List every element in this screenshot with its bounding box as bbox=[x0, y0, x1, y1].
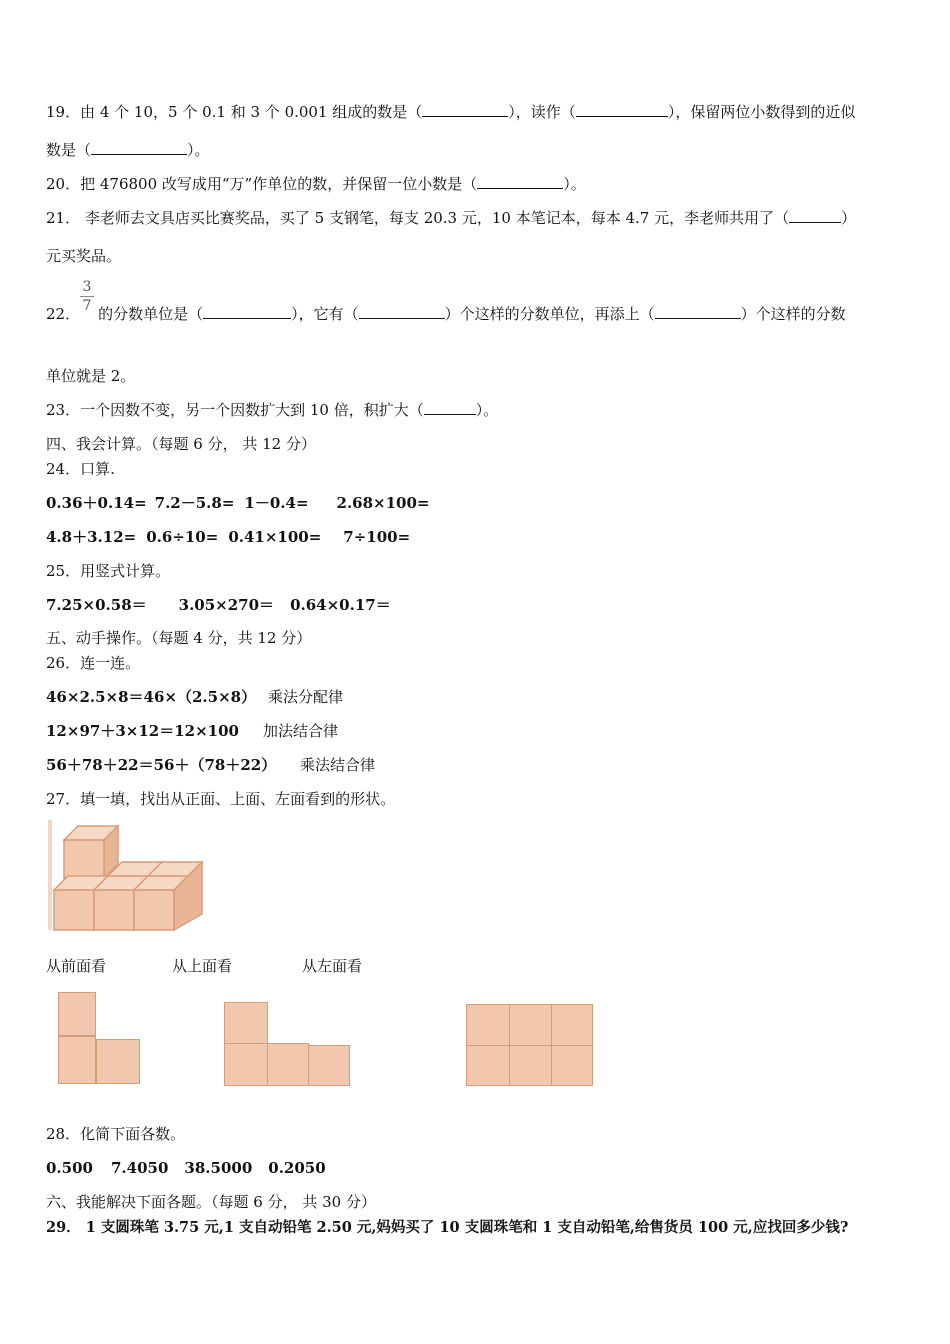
match-row bbox=[46, 755, 276, 775]
question-29: 29． 1 支圆珠笔 3.75 元,1 支自动铅笔 2.50 元,妈妈买了 10 支圆珠笔和 1 支自动铅笔,给售货员 100 元,应找回多少钱? bbox=[46, 1219, 849, 1236]
match-expression[interactable]: 12×97＋3×12＝12×100 bbox=[46, 722, 239, 740]
view-label-front: 从前面看 bbox=[46, 957, 107, 975]
match-row bbox=[46, 721, 239, 741]
top-view-shape bbox=[222, 1000, 352, 1088]
q20-text: ）。 bbox=[563, 175, 586, 193]
number-item: 38.5000 bbox=[184, 1159, 253, 1177]
question-27-title: 27．填一填，找出从正面、上面、左面看到的形状。 bbox=[46, 790, 396, 808]
view-label-left: 从左面看 bbox=[302, 957, 363, 975]
calc-item: 7.25×0.58＝ bbox=[46, 596, 147, 614]
answer-blank[interactable] bbox=[477, 174, 563, 189]
number-item: 7.4050 bbox=[110, 1159, 169, 1177]
calc-item: 0.41×100= bbox=[228, 528, 322, 546]
answer-blank[interactable] bbox=[422, 102, 508, 117]
question-20 bbox=[46, 174, 586, 194]
fraction-denominator: 7 bbox=[82, 298, 92, 314]
calc-item: 0.64×0.17＝ bbox=[290, 596, 391, 614]
match-law[interactable]: 加法结合律 bbox=[263, 722, 339, 740]
answer-blank[interactable] bbox=[424, 400, 476, 415]
question-21-line1 bbox=[46, 208, 856, 228]
question-28-items bbox=[46, 1158, 326, 1178]
answer-blank[interactable] bbox=[91, 140, 187, 155]
calc-item: 2.68×100= bbox=[336, 494, 430, 512]
q19-text: ），读作（ bbox=[508, 103, 576, 121]
q23-text: ）。 bbox=[475, 401, 499, 419]
q21-text: ） bbox=[841, 209, 857, 227]
q20-text: 20．把 476800 改写成用“万”作单位的数，并保留一位小数是（ bbox=[46, 175, 478, 193]
q21-text: 21． 李老师去文具店买比赛奖品，买了 5 支钢笔，每支 20.3 元，10 本笔记本，每本 4.7 元，李老师共用了（ bbox=[46, 209, 790, 227]
match-law[interactable]: 乘法分配律 bbox=[268, 688, 344, 706]
answer-blank[interactable] bbox=[359, 304, 445, 319]
q22-prefix: 22． bbox=[46, 305, 81, 323]
cube-figure bbox=[46, 818, 206, 934]
match-expression[interactable]: 46×2.5×8＝46×（2.5×8） bbox=[46, 688, 257, 706]
q19-text: 19．由 4 个 10，5 个 0.1 和 3 个 0.001 组成的数是（ bbox=[46, 103, 423, 121]
calc-item: 4.8＋3.12= bbox=[46, 528, 137, 546]
q22-text: ）个这样的分数 bbox=[740, 305, 846, 323]
q19-text: ）。 bbox=[187, 141, 210, 159]
answer-blank[interactable] bbox=[203, 304, 291, 319]
question-25-title: 25．用竖式计算。 bbox=[46, 562, 171, 580]
q23-text: 23．一个因数不变，另一个因数扩大到 10 倍，积扩大（ bbox=[46, 401, 424, 419]
question-26-title: 26．连一连。 bbox=[46, 654, 141, 672]
question-22-line1 bbox=[46, 304, 846, 324]
section-4-heading: 四、我会计算。（每题 6 分， 共 12 分） bbox=[46, 435, 316, 453]
calc-item: 1－0.4= bbox=[244, 494, 309, 512]
q19-text: 数是（ bbox=[46, 141, 92, 159]
calc-item: 0.36＋0.14= bbox=[46, 494, 147, 512]
q22-text: ）个这样的分数单位，再添上（ bbox=[444, 305, 655, 323]
front-view-shape bbox=[56, 992, 146, 1086]
calc-item: 3.05×270＝ bbox=[178, 596, 275, 614]
section-6-heading: 六、我能解决下面各题。（每题 6 分， 共 30 分） bbox=[46, 1193, 376, 1211]
answer-blank[interactable] bbox=[789, 208, 841, 223]
question-19-line2 bbox=[46, 140, 210, 160]
question-24-title: 24．口算. bbox=[46, 460, 115, 478]
question-21-line2: 元买奖品。 bbox=[46, 247, 122, 265]
question-19-line1 bbox=[46, 102, 855, 122]
answer-blank[interactable] bbox=[655, 304, 741, 319]
question-22-line2: 单位就是 2。 bbox=[46, 367, 136, 385]
match-row bbox=[46, 687, 256, 707]
fraction-numerator: 3 bbox=[80, 278, 94, 297]
number-item: 0.2050 bbox=[268, 1159, 326, 1177]
match-law[interactable]: 乘法结合律 bbox=[300, 756, 376, 774]
left-view-shape bbox=[466, 1004, 596, 1088]
view-label-top: 从上面看 bbox=[172, 957, 233, 975]
question-24-row2 bbox=[46, 527, 410, 547]
calc-item: 0.6÷10= bbox=[146, 528, 219, 546]
q22-text: ），它有（ bbox=[291, 305, 359, 323]
section-5-heading: 五、动手操作。（每题 4 分，共 12 分） bbox=[46, 629, 312, 647]
q22-text: 的分数单位是（ bbox=[98, 305, 204, 323]
calc-item: 7.2－5.8= bbox=[154, 494, 235, 512]
calc-item: 7÷100= bbox=[343, 528, 411, 546]
match-expression[interactable]: 56＋78＋22＝56＋（78＋22） bbox=[46, 756, 277, 774]
question-25-items bbox=[46, 595, 391, 615]
question-24-row1 bbox=[46, 493, 430, 513]
question-28-title: 28．化简下面各数。 bbox=[46, 1125, 186, 1143]
question-23 bbox=[46, 400, 498, 420]
q19-text: ），保留两位小数得到的近似 bbox=[667, 103, 856, 121]
answer-blank[interactable] bbox=[576, 102, 668, 117]
number-item: 0.500 bbox=[46, 1159, 93, 1177]
